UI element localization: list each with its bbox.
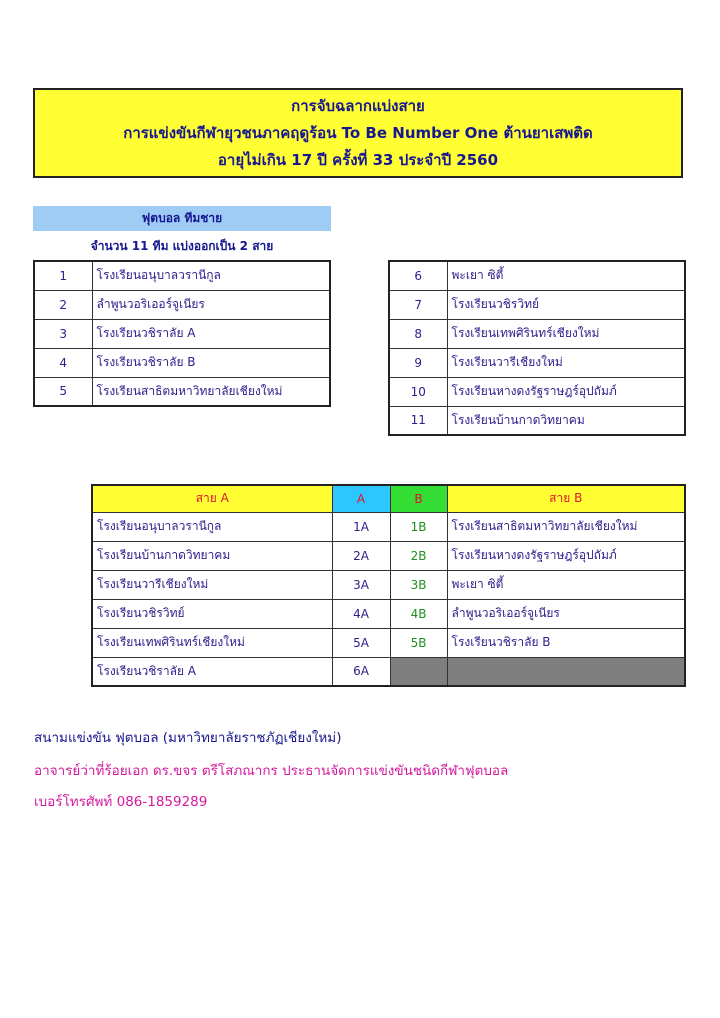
code-b: 2B bbox=[390, 541, 447, 570]
title-line-1: การจับฉลากแบ่งสาย bbox=[291, 96, 425, 115]
table-row bbox=[389, 319, 685, 348]
team-number: 4 bbox=[34, 348, 92, 377]
team-name: โรงเรียนวารีเชียงใหม่ bbox=[447, 348, 685, 377]
table-row bbox=[92, 541, 685, 570]
table-row bbox=[389, 290, 685, 319]
team-name: โรงเรียนบ้านกาดวิทยาคม bbox=[447, 406, 685, 435]
code-a: 6A bbox=[332, 657, 390, 686]
empty-cell bbox=[447, 657, 685, 686]
code-a-header: A bbox=[332, 485, 390, 512]
team-count-text: จำนวน 11 ทีม แบ่งออกเป็น 2 สาย bbox=[90, 239, 274, 253]
table-row bbox=[389, 261, 685, 290]
teams-table-right bbox=[388, 260, 686, 436]
team-b-name: พะเยา ซิตี้ bbox=[447, 570, 685, 599]
group-b-header: สาย B bbox=[447, 485, 685, 512]
team-b-name: โรงเรียนสาธิตมหาวิทยาลัยเชียงใหม่ bbox=[447, 512, 685, 541]
teams-table-left bbox=[33, 260, 331, 407]
team-name: โรงเรียนสาธิตมหาวิทยาลัยเชียงใหม่ bbox=[92, 377, 330, 406]
table-row bbox=[389, 406, 685, 435]
venue-text: สนามแข่งขัน ฟุตบอล (มหาวิทยาลัยราชภัฏเชียงใหม่) bbox=[34, 730, 342, 746]
code-b: 4B bbox=[390, 599, 447, 628]
team-number: 2 bbox=[34, 290, 92, 319]
team-a-name: โรงเรียนอนุบาลวรานีกูล bbox=[92, 512, 332, 541]
draw-header-row bbox=[92, 485, 685, 512]
team-b-name: โรงเรียนวชิราลัย B bbox=[447, 628, 685, 657]
table-row bbox=[389, 348, 685, 377]
team-a-name: โรงเรียนเทพศิรินทร์เชียงใหม่ bbox=[92, 628, 332, 657]
team-number: 8 bbox=[389, 319, 447, 348]
team-b-name: โรงเรียนหางดงรัฐราษฎร์อุปถัมภ์ bbox=[447, 541, 685, 570]
table-row bbox=[92, 512, 685, 541]
table-row bbox=[34, 319, 330, 348]
team-name: โรงเรียนวชิรวิทย์ bbox=[447, 290, 685, 319]
code-a: 3A bbox=[332, 570, 390, 599]
code-a: 1A bbox=[332, 512, 390, 541]
team-a-name: โรงเรียนวารีเชียงใหม่ bbox=[92, 570, 332, 599]
table-row bbox=[92, 570, 685, 599]
team-name: พะเยา ซิตี้ bbox=[447, 261, 685, 290]
table-row bbox=[34, 261, 330, 290]
team-name: โรงเรียนเทพศิรินทร์เชียงใหม่ bbox=[447, 319, 685, 348]
table-row bbox=[92, 628, 685, 657]
team-number: 10 bbox=[389, 377, 447, 406]
table-row bbox=[34, 348, 330, 377]
empty-cell bbox=[390, 657, 447, 686]
team-name: โรงเรียนอนุบาลวรานีกูล bbox=[92, 261, 330, 290]
team-number: 3 bbox=[34, 319, 92, 348]
team-number: 11 bbox=[389, 406, 447, 435]
title-box bbox=[33, 88, 683, 178]
team-name: ลำพูนวอริเออร์จูเนียร bbox=[92, 290, 330, 319]
team-a-name: โรงเรียนวชิรวิทย์ bbox=[92, 599, 332, 628]
table-row bbox=[34, 290, 330, 319]
team-number: 6 bbox=[389, 261, 447, 290]
code-b: 1B bbox=[390, 512, 447, 541]
code-a: 4A bbox=[332, 599, 390, 628]
team-a-name: โรงเรียนบ้านกาดวิทยาคม bbox=[92, 541, 332, 570]
code-b-header: B bbox=[390, 485, 447, 512]
code-a: 2A bbox=[332, 541, 390, 570]
table-row bbox=[34, 377, 330, 406]
team-name: โรงเรียนหางดงรัฐราษฎร์อุปถัมภ์ bbox=[447, 377, 685, 406]
table-row bbox=[389, 377, 685, 406]
phone-text: เบอร์โทรศัพท์ 086-1859289 bbox=[34, 794, 208, 810]
code-a: 5A bbox=[332, 628, 390, 657]
draw-table bbox=[91, 484, 686, 687]
category-header: ฟุตบอล ทีมชาย bbox=[33, 206, 331, 231]
team-b-name: ลำพูนวอริเออร์จูเนียร bbox=[447, 599, 685, 628]
team-a-name: โรงเรียนวชิราลัย A bbox=[92, 657, 332, 686]
title-line-2: การแข่งขันกีฬายุวชนภาคฤดูร้อน To Be Number One ต้านยาเสพติด bbox=[123, 123, 593, 142]
table-row bbox=[92, 657, 685, 686]
code-b: 5B bbox=[390, 628, 447, 657]
team-name: โรงเรียนวชิราลัย A bbox=[92, 319, 330, 348]
team-number: 9 bbox=[389, 348, 447, 377]
title-line-3: อายุไม่เกิน 17 ปี ครั้งที่ 33 ประจำปี 2560 bbox=[217, 150, 499, 169]
team-number: 7 bbox=[389, 290, 447, 319]
team-number: 5 bbox=[34, 377, 92, 406]
table-row bbox=[92, 599, 685, 628]
team-name: โรงเรียนวชิราลัย B bbox=[92, 348, 330, 377]
team-number: 1 bbox=[34, 261, 92, 290]
chairperson-text: อาจารย์ว่าที่ร้อยเอก ดร.ขจร ตรีโสภณากร ประธานจัดการแข่งขันชนิดกีฬาฟุตบอล bbox=[34, 763, 509, 779]
group-a-header: สาย A bbox=[92, 485, 332, 512]
code-b: 3B bbox=[390, 570, 447, 599]
